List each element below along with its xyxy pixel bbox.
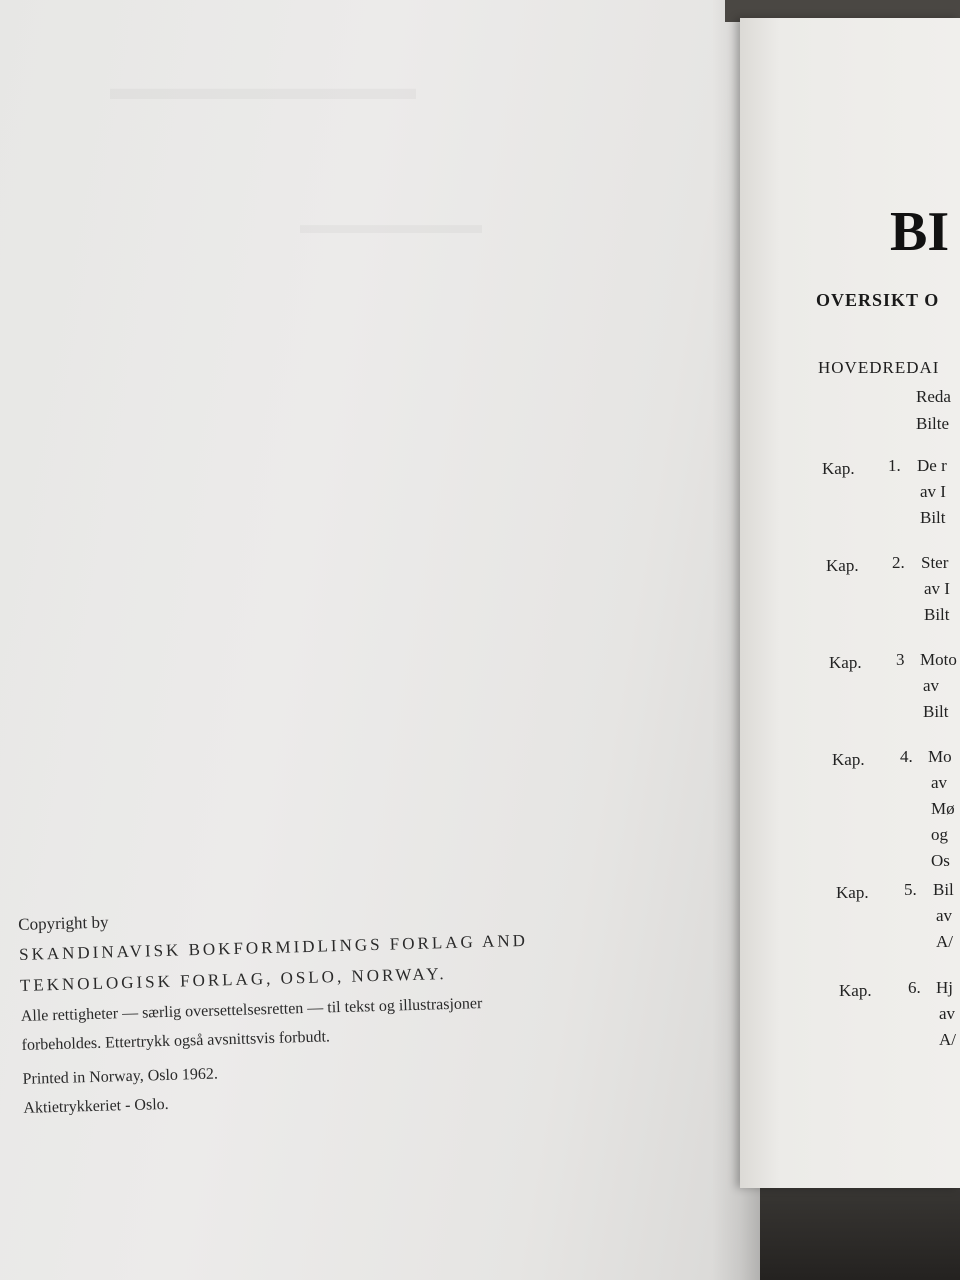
chapter-text-line: Moto bbox=[920, 650, 957, 669]
chapter-label: Kap. bbox=[822, 459, 855, 478]
imprint-block bbox=[18, 901, 533, 1122]
chapter-number: 2. bbox=[892, 553, 905, 572]
chapter-text-line: Os bbox=[931, 851, 950, 870]
chapter-number: 1. bbox=[888, 456, 901, 475]
chapter-number: 4. bbox=[900, 747, 913, 766]
right-page bbox=[740, 18, 960, 1188]
show-through-text: ▬▬▬▬▬▬▬▬▬ bbox=[110, 70, 416, 107]
chapter-text-line: av I bbox=[924, 579, 950, 598]
book-subtitle: OVERSIKT O bbox=[816, 290, 940, 310]
show-through-text-2: ▬▬▬▬▬▬▬ bbox=[300, 210, 482, 239]
chief-editor-heading: HOVEDREDAI bbox=[818, 358, 940, 377]
chapter-text-line: av bbox=[931, 773, 948, 792]
chapter-label: Kap. bbox=[839, 981, 872, 1000]
rights-line-2: forbeholdes. Ettertrykk også avsnittsvis forbudt. bbox=[21, 1028, 331, 1054]
chapter-text-line: Mø bbox=[931, 799, 955, 818]
chapter-text-line: Bil bbox=[933, 880, 954, 899]
chapter-label: Kap. bbox=[836, 883, 869, 902]
chapter-label: Kap. bbox=[832, 750, 865, 769]
chapter-text-line: Hj bbox=[936, 978, 953, 997]
chapter-label: Kap. bbox=[826, 556, 859, 575]
chapter-text-line: av I bbox=[920, 482, 946, 501]
chapter-number: 5. bbox=[904, 880, 917, 899]
editor-line: Reda bbox=[916, 387, 951, 406]
chapter-text-line: De r bbox=[917, 456, 947, 475]
chapter-text-line: A/ bbox=[936, 932, 953, 951]
chapter-text-line: av bbox=[936, 906, 953, 925]
chapter-text-line: av bbox=[939, 1004, 956, 1023]
rights-line-1: Alle rettigheter — særlig oversettelsesretten — til tekst og illustrasjoner bbox=[20, 995, 483, 1025]
chapter-text-line: av bbox=[923, 676, 940, 695]
printed-in-line: Printed in Norway, Oslo 1962. bbox=[22, 1065, 219, 1088]
chapter-text-line: Bilt bbox=[920, 508, 946, 527]
publisher-line-1: SKANDINAVISK BOKFORMIDLINGS FORLAG AND bbox=[18, 930, 529, 964]
chapter-number: 6. bbox=[908, 978, 921, 997]
chapter-text-line: Ster bbox=[921, 553, 949, 572]
chapter-text-line: Bilt bbox=[924, 605, 950, 624]
copyright-label: Copyright by bbox=[18, 912, 109, 934]
chapter-text-line: og bbox=[931, 825, 948, 844]
publisher-line-2: TEKNOLOGISK FORLAG, OSLO, NORWAY. bbox=[19, 964, 447, 995]
chapter-text-line: A/ bbox=[939, 1030, 956, 1049]
chapter-number: 3 bbox=[896, 650, 905, 669]
chapter-label: Kap. bbox=[829, 653, 862, 672]
printer-line: Aktietrykkeriet - Oslo. bbox=[23, 1095, 169, 1117]
chapter-text-line: Mo bbox=[928, 747, 952, 766]
editor-line: Bilte bbox=[916, 414, 950, 433]
chapter-text-line: Bilt bbox=[923, 702, 949, 721]
book-title: BI bbox=[890, 201, 950, 263]
